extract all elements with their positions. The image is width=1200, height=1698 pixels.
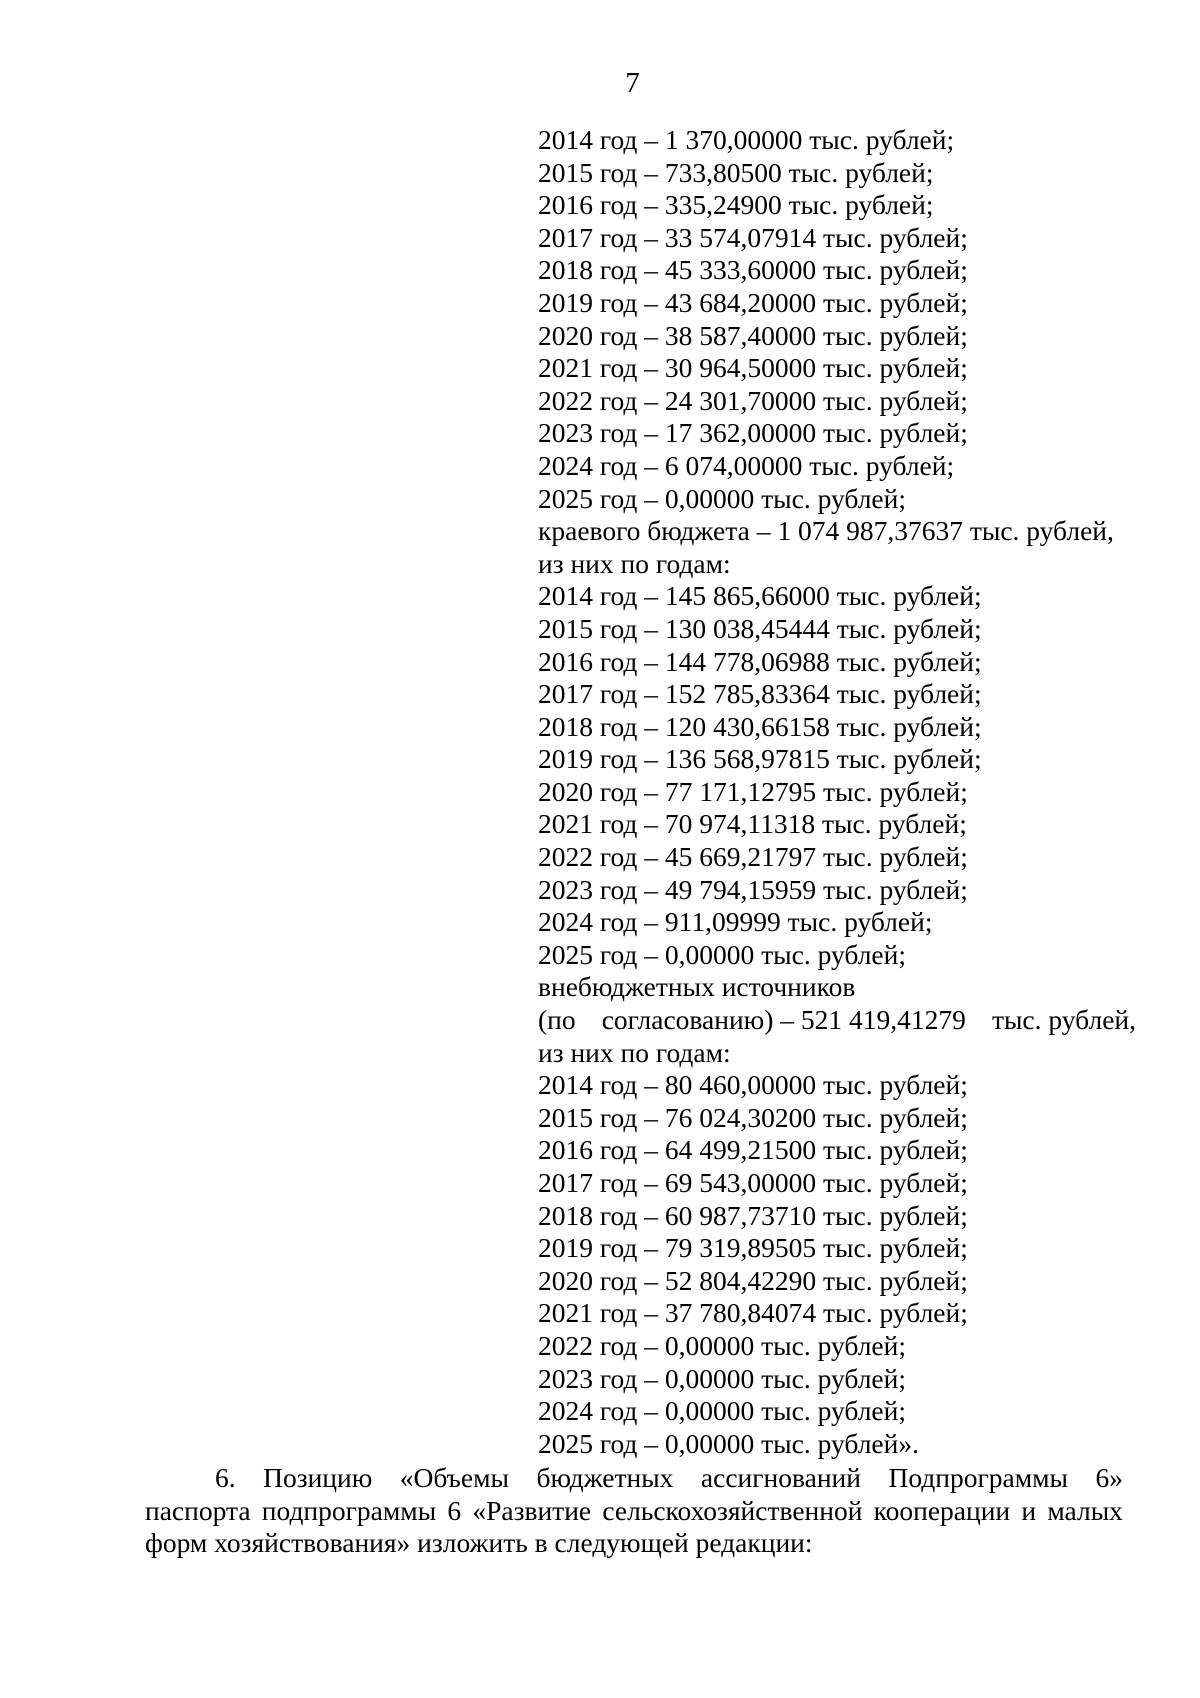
- list-item: 2025 год – 0,00000 тыс. рублей;: [538, 938, 906, 970]
- list-item: 2021 год – 70 974,11318 тыс. рублей;: [538, 808, 967, 840]
- list-item: 2019 год – 43 684,20000 тыс. рублей;: [538, 286, 968, 318]
- extrabudget-years-list: [538, 1069, 1138, 1460]
- list-item: 2022 год – 45 669,21797 тыс. рублей;: [538, 841, 968, 873]
- paragraph-line: [145, 1462, 1123, 1495]
- paragraph-line: [145, 1495, 1123, 1528]
- extrabudget-heading-part: тыс. рублей,: [991, 1004, 1136, 1036]
- paragraph-word: малых: [1047, 1494, 1123, 1526]
- federal-years-list: [538, 124, 1138, 515]
- list-item: 2020 год – 77 171,12795 тыс. рублей;: [538, 775, 968, 807]
- paragraph-word: 6: [447, 1494, 462, 1526]
- extrabudget-heading-part: (по: [538, 1004, 576, 1036]
- list-item: 2017 год – 33 574,07914 тыс. рублей;: [538, 221, 968, 253]
- list-item: 2014 год – 80 460,00000 тыс. рублей;: [538, 1069, 968, 1101]
- paragraph-word: кооперации: [873, 1494, 1011, 1526]
- list-item: 2024 год – 911,09999 тыс. рублей;: [538, 906, 933, 938]
- extrabudget-heading-line2: [538, 1004, 1136, 1037]
- paragraph-word: Подпрограммы: [888, 1462, 1068, 1493]
- paragraph-word: ассигнований: [700, 1462, 861, 1493]
- paragraph-word: «Развитие: [472, 1494, 592, 1526]
- extrabudget-heading: внебюджетных источников: [538, 971, 856, 1003]
- paragraph-word: и: [1021, 1494, 1037, 1526]
- list-item: 2016 год – 144 778,06988 тыс. рублей;: [538, 645, 982, 677]
- list-item: 2024 год – 6 074,00000 тыс. рублей;: [538, 449, 955, 481]
- list-item: 2021 год – 30 964,50000 тыс. рублей;: [538, 352, 968, 384]
- extrabudget-heading-part: согласованию) – 521 419,41279: [601, 1004, 966, 1036]
- budget-list: [538, 124, 1138, 1460]
- list-item: 2023 год – 0,00000 тыс. рублей;: [538, 1362, 906, 1394]
- list-item: 2020 год – 52 804,42290 тыс. рублей;: [538, 1264, 968, 1296]
- list-item: 2021 год – 37 780,84074 тыс. рублей;: [538, 1297, 968, 1329]
- list-item: 2024 год – 0,00000 тыс. рублей;: [538, 1395, 906, 1427]
- paragraph-line: форм хозяйствования» изложить в следующей редакции:: [145, 1527, 813, 1559]
- regional-years-list: [538, 580, 1138, 971]
- paragraph-word: бюджетных: [536, 1462, 674, 1493]
- list-item: 2018 год – 120 430,66158 тыс. рублей;: [538, 710, 982, 742]
- paragraph-word: 6.: [215, 1462, 236, 1493]
- list-item: 2016 год – 335,24900 тыс. рублей;: [538, 189, 934, 221]
- list-item: 2023 год – 49 794,15959 тыс. рублей;: [538, 873, 968, 905]
- list-item: 2018 год – 60 987,73710 тыс. рублей;: [538, 1199, 968, 1231]
- paragraph-word: подпрограммы: [261, 1494, 437, 1526]
- paragraph-word: сельскохозяйственной: [602, 1494, 863, 1526]
- paragraph-word: Позицию: [263, 1462, 373, 1493]
- list-item: 2018 год – 45 333,60000 тыс. рублей;: [538, 254, 968, 286]
- paragraph-word: «Объемы: [399, 1462, 509, 1493]
- list-item: 2019 год – 136 568,97815 тыс. рублей;: [538, 743, 982, 775]
- list-item: 2023 год – 17 362,00000 тыс. рублей;: [538, 417, 968, 449]
- list-item: 2015 год – 130 038,45444 тыс. рублей;: [538, 612, 982, 644]
- list-item: 2025 год – 0,00000 тыс. рублей;: [538, 482, 906, 514]
- list-item: 2017 год – 152 785,83364 тыс. рублей;: [538, 678, 982, 710]
- list-item: 2015 год – 76 024,30200 тыс. рублей;: [538, 1101, 968, 1133]
- list-item: 2025 год – 0,00000 тыс. рублей».: [538, 1427, 919, 1459]
- list-item: 2015 год – 733,80500 тыс. рублей;: [538, 156, 934, 188]
- list-item: 2014 год – 1 370,00000 тыс. рублей;: [538, 124, 955, 155]
- regional-budget-heading: краевого бюджета – 1 074 987,37637 тыс. рублей,: [538, 515, 1114, 547]
- paragraph-word: паспорта: [145, 1494, 251, 1526]
- paragraph-6: [145, 1462, 1123, 1560]
- paragraph-word: 6»: [1095, 1462, 1123, 1493]
- extrabudget-subheading: из них по годам:: [538, 1036, 731, 1068]
- list-item: 2017 год – 69 543,00000 тыс. рублей;: [538, 1167, 968, 1198]
- list-item: 2020 год – 38 587,40000 тыс. рублей;: [538, 319, 968, 351]
- list-item: 2022 год – 24 301,70000 тыс. рублей;: [538, 384, 968, 416]
- page-number: 7: [625, 67, 640, 99]
- list-item: 2014 год – 145 865,66000 тыс. рублей;: [538, 580, 982, 612]
- list-item: 2022 год – 0,00000 тыс. рублей;: [538, 1329, 906, 1361]
- regional-budget-subheading: из них по годам:: [538, 547, 731, 579]
- list-item: 2019 год – 79 319,89505 тыс. рублей;: [538, 1232, 968, 1264]
- list-item: 2016 год – 64 499,21500 тыс. рублей;: [538, 1134, 968, 1166]
